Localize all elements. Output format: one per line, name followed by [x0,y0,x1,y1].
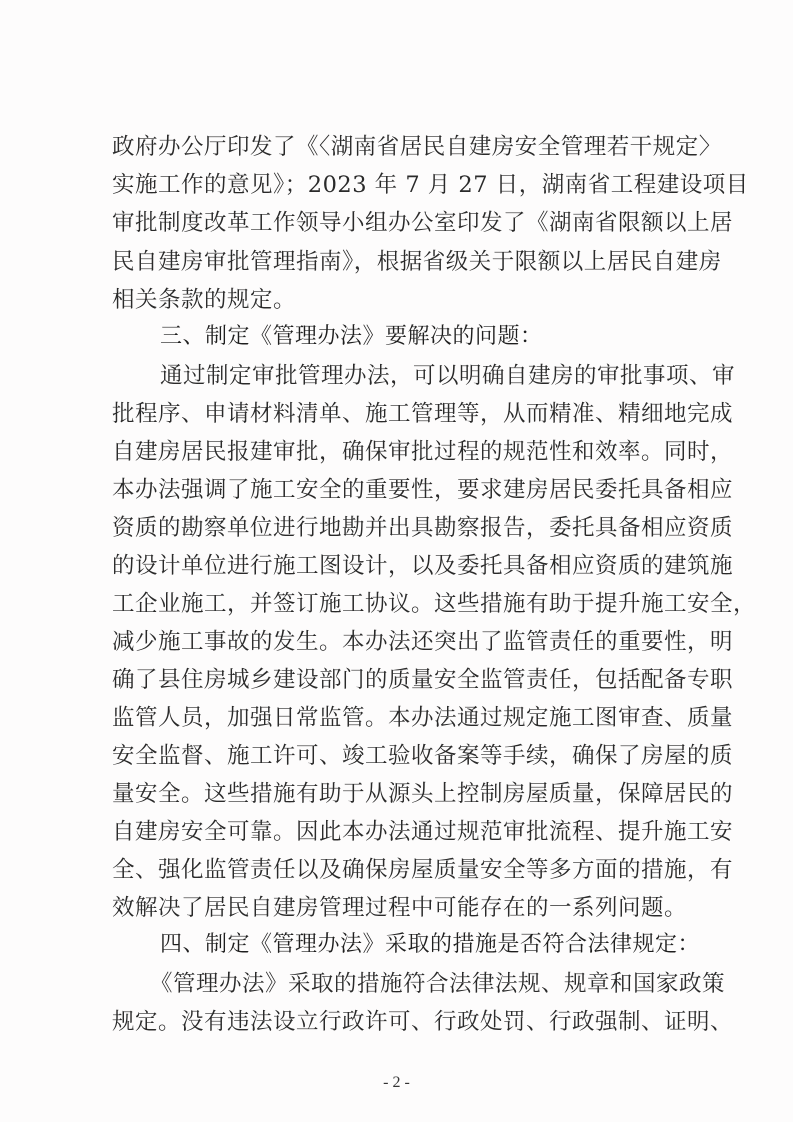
text-line: 通过制定审批管理办法，可以明确自建房的审批事项、审 [160,363,736,389]
text-line: 民自建房审批管理指南》，根据省级关于限额以上居民自建房 [112,249,722,275]
text-line: 《管理办法》采取的措施符合法律法规、规章和国家政策 [150,971,726,997]
text-line: 工企业施工，并签订施工协议。这些措施有助于提升施工安全， [112,591,757,617]
text-line: 安全监督、施工许可、竣工验收备案等手续，确保了房屋的质 [112,743,734,769]
section-3-heading: 三、制定《管理办法》要解决的问题： [160,324,543,349]
text-line: 政府办公厅印发了《〈湖南省居民自建房安全管理若干规定〉 [112,134,722,160]
text-line: 规定。没有违法设立行政许可、行政处罚、行政强制、证明、 [112,1009,734,1035]
section-4-heading: 四、制定《管理办法》采取的措施是否符合法律规定： [160,932,701,957]
text-line: 相关条款的规定。 [112,287,297,313]
text-line: 效解决了居民自建房管理过程中可能存在的一系列问题。 [112,895,688,921]
text-line: 全、强化监管责任以及确保房屋质量安全等多方面的措施，有 [112,857,734,883]
page-number: - 2 - [383,1074,410,1091]
text-line: 监管人员，加强日常监管。本办法通过规定施工图审查、质量 [112,705,734,731]
text-line: 本办法强调了施工安全的重要性，要求建房居民委托具备相应 [112,477,734,503]
text-line: 审批制度改革工作领导小组办公室印发了《湖南省限额以上居 [112,210,734,236]
text-line: 量安全。这些措施有助于从源头上控制房屋质量，保障居民的 [112,781,734,807]
text-line: 自建房安全可靠。因此本办法通过规范审批流程、提升施工安 [112,819,734,845]
text-line: 实施工作的意见》；2023 年 7 月 27 日，湖南省工程建设项目 [112,172,749,198]
text-line: 批程序、申请材料清单、施工管理等，从而精准、精细地完成 [112,401,734,427]
text-line: 自建房居民报建审批，确保审批过程的规范性和效率。同时， [112,439,734,465]
text-line: 的设计单位进行施工图设计，以及委托具备相应资质的建筑施 [112,553,734,579]
text-line: 减少施工事故的发生。本办法还突出了监管责任的重要性，明 [112,629,734,655]
text-line: 资质的勘察单位进行地勘并出具勘察报告，委托具备相应资质 [112,515,734,541]
text-line: 确了县住房城乡建设部门的质量安全监管责任，包括配备专职 [112,667,734,693]
